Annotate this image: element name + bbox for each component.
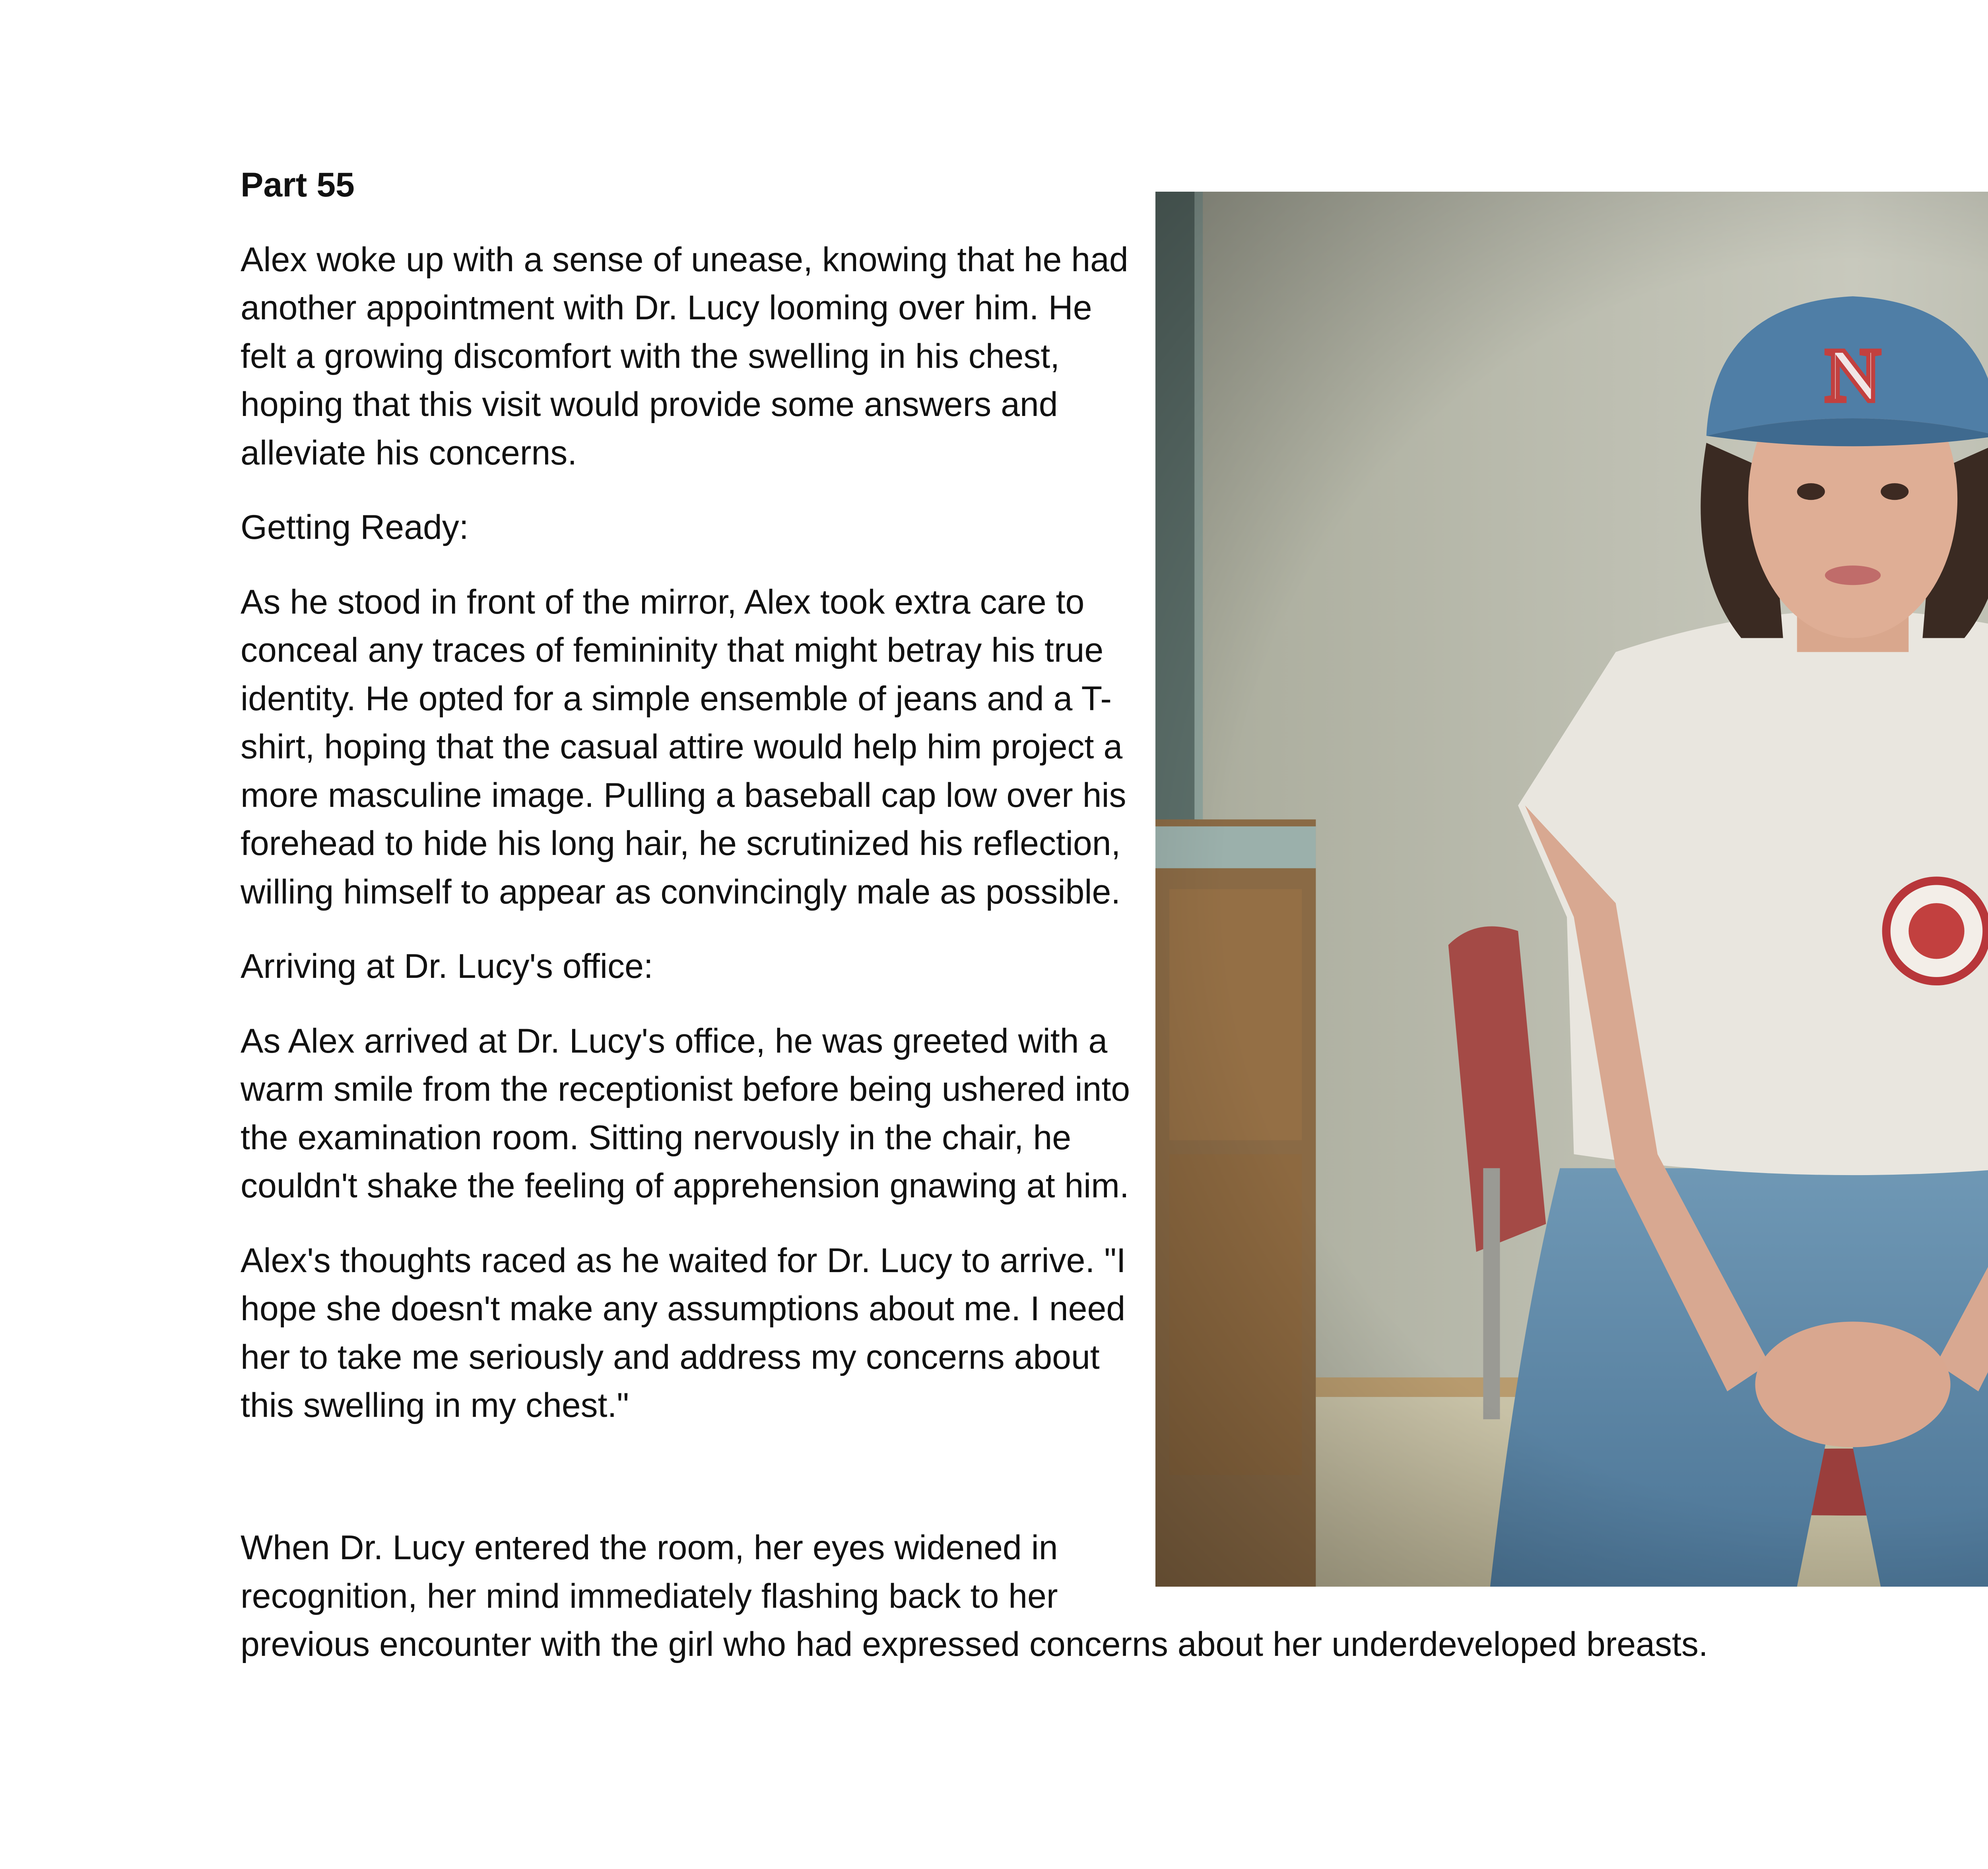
paragraph-intro: Alex woke up with a sense of unease, knowing that he had another appointment with Dr. Lucy looming over him. He felt a growing discomfort with the swelling in his chest, hoping that this visit would provide some answers and alleviate his concerns. [241, 240, 1128, 472]
illustration-photo [1155, 192, 1988, 1587]
seated-person-illustration [1155, 192, 1988, 1587]
paragraph-mirror: As he stood in front of the mirror, Alex took extra care to conceal any traces of femininity that might betray his true identity. He opted for a simple ensemble of jeans and a T-shirt, hoping that the casual attire would help him project a more masculine image. Pulling a baseball cap low over his forehead to hide his long hair, he scrutinized his reflection, willing himself to appear as convincingly male as possible. [241, 583, 1126, 911]
paragraph-line: recognition, her mind immediately flashing back to her [241, 1577, 1058, 1615]
paragraph-line: When Dr. Lucy entered the room, her eyes widened in [241, 1529, 1058, 1567]
paragraph-arrival: As Alex arrived at Dr. Lucy's office, he was greeted with a warm smile from the receptionist before being ushered into the examination room. Sitting nervously in the chair, he couldn't shake the feeling of apprehension gnawing at him. [241, 1022, 1130, 1205]
text-column [241, 161, 1139, 1456]
paragraph-line: previous encounter with the girl who had expressed concerns about her underdeveloped breasts. [241, 1625, 1708, 1663]
part-title: Part 55 [241, 166, 355, 204]
section-heading-arriving: Arriving at Dr. Lucy's office: [241, 947, 653, 985]
section-heading-getting-ready: Getting Ready: [241, 508, 469, 546]
paragraph-thoughts: Alex's thoughts raced as he waited for Dr. Lucy to arrive. "I hope she doesn't make any assumptions about me. I need her to take me seriously and address my concerns about this swelling in my chest." [241, 1241, 1126, 1424]
